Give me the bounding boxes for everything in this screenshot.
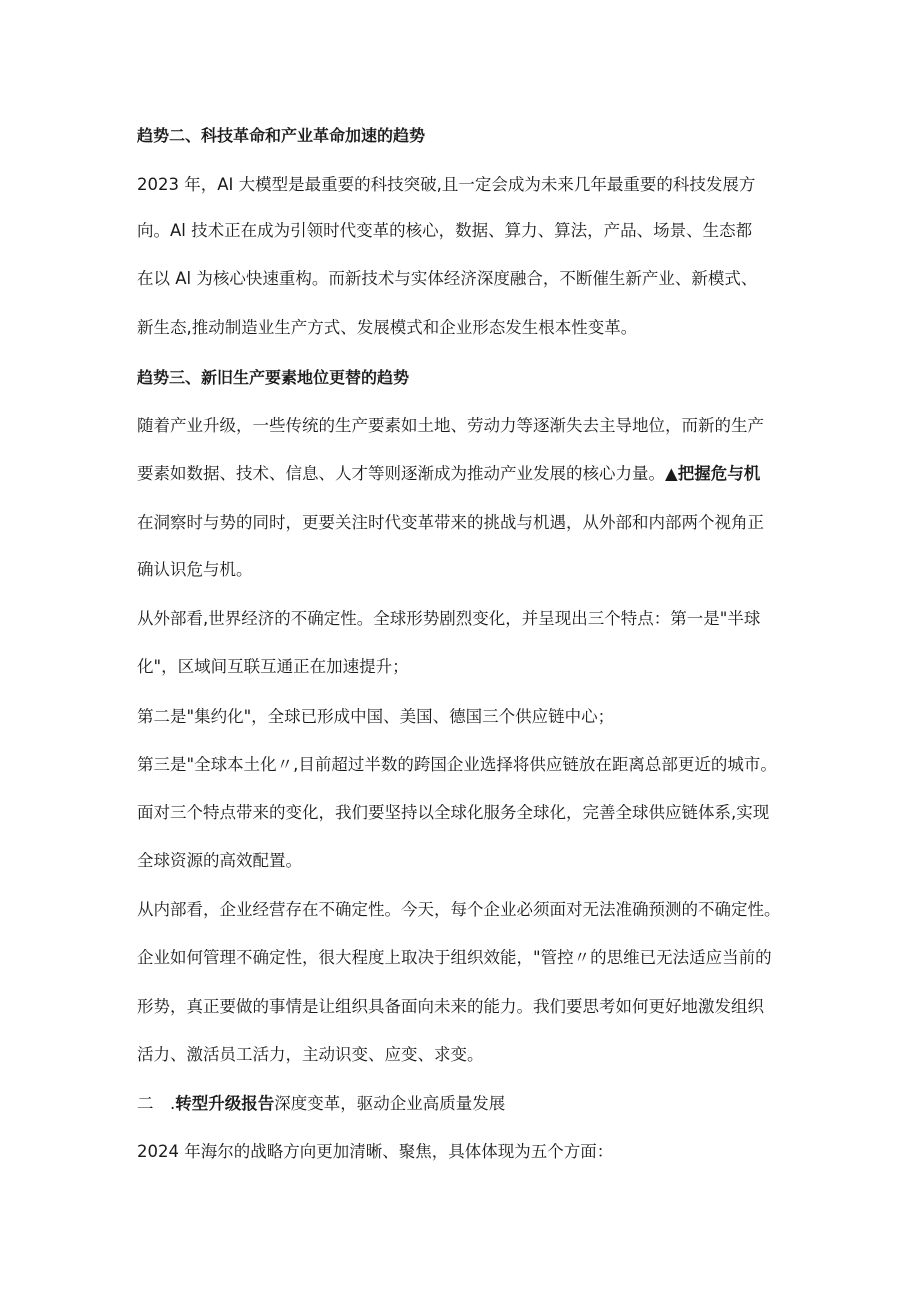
section-title-rest: 深度变革，驱动企业高质量发展 — [274, 1094, 506, 1113]
paragraph-line: 面对三个特点带来的变化，我们要坚持以全球化服务全球化，完善全球供应链体系,实现 — [137, 803, 770, 822]
paragraph-line: 确认识危与机。 — [137, 560, 253, 579]
section-number: 二 . — [137, 1094, 176, 1113]
paragraph-line: 新生态,推动制造业生产方式、发展模式和企业形态发生根本性变革。 — [137, 318, 638, 337]
paragraph-line: 企业如何管理不确定性，很大程度上取决于组织效能，"管控〃的思维已无法适应当前的 — [137, 948, 772, 967]
paragraph-line: 2024 年海尔的战略方向更加清晰、聚焦，具体体现为五个方面： — [137, 1142, 614, 1161]
paragraph-line: 第二是"集约化"，全球已形成中国、美国、德国三个供应链中心； — [137, 707, 615, 726]
subheading-risk-opportunity: ▲把握危与机 — [665, 464, 761, 483]
paragraph-line: 在洞察时与势的同时，更要关注时代变革带来的挑战与机遇，从外部和内部两个视角正 — [137, 513, 764, 532]
paragraph-line: 随着产业升级，一些传统的生产要素如土地、劳动力等逐渐失去主导地位，而新的生产 — [137, 416, 764, 435]
paragraph-line: 形势，真正要做的事情是让组织具备面向未来的能力。我们要思考如何更好地激发组织 — [137, 997, 764, 1016]
paragraph-line: 2023 年，AI 大模型是最重要的科技突破,且一定会成为未来几年最重要的科技发展方 — [137, 175, 756, 194]
paragraph-text: 要素如数据、技术、信息、人才等则逐渐成为推动产业发展的核心力量。 — [137, 464, 665, 483]
paragraph-line: 活力、激活员工活力，主动识变、应变、求变。 — [137, 1045, 484, 1064]
paragraph-line: 从内部看，企业经营存在不确定性。今天，每个企业必须面对无法准确预测的不确定性。 — [137, 900, 781, 919]
paragraph-line: 从外部看,世界经济的不确定性。全球形势剧烈变化，并呈现出三个特点：第一是"半球 — [137, 609, 761, 628]
section-title-bold: 转型升级报告 — [175, 1094, 275, 1113]
paragraph-line: 第三是"全球本土化〃,目前超过半数的跨国企业选择将供应链放在距离总部更近的城市。 — [137, 755, 777, 774]
paragraph-line: 向。Al 技术正在成为引领时代变革的核心，数据、算力、算法，产品、场景、生态都 — [137, 221, 753, 240]
paragraph-line: 在以 Al 为核心快速重构。而新技术与实体经济深度融合，不断催生新产业、新模式、 — [137, 269, 758, 288]
heading-trend-2: 趋势二、科技革命和产业革命加速的趋势 — [137, 126, 426, 145]
paragraph-line — [137, 462, 797, 486]
heading-section-two — [137, 1092, 797, 1116]
heading-trend-3: 趋势三、新旧生产要素地位更替的趋势 — [137, 368, 410, 387]
paragraph-line: 全球资源的高效配置。 — [137, 851, 302, 870]
paragraph-line: 化"，区域间互联互通正在加速提升； — [137, 657, 409, 676]
